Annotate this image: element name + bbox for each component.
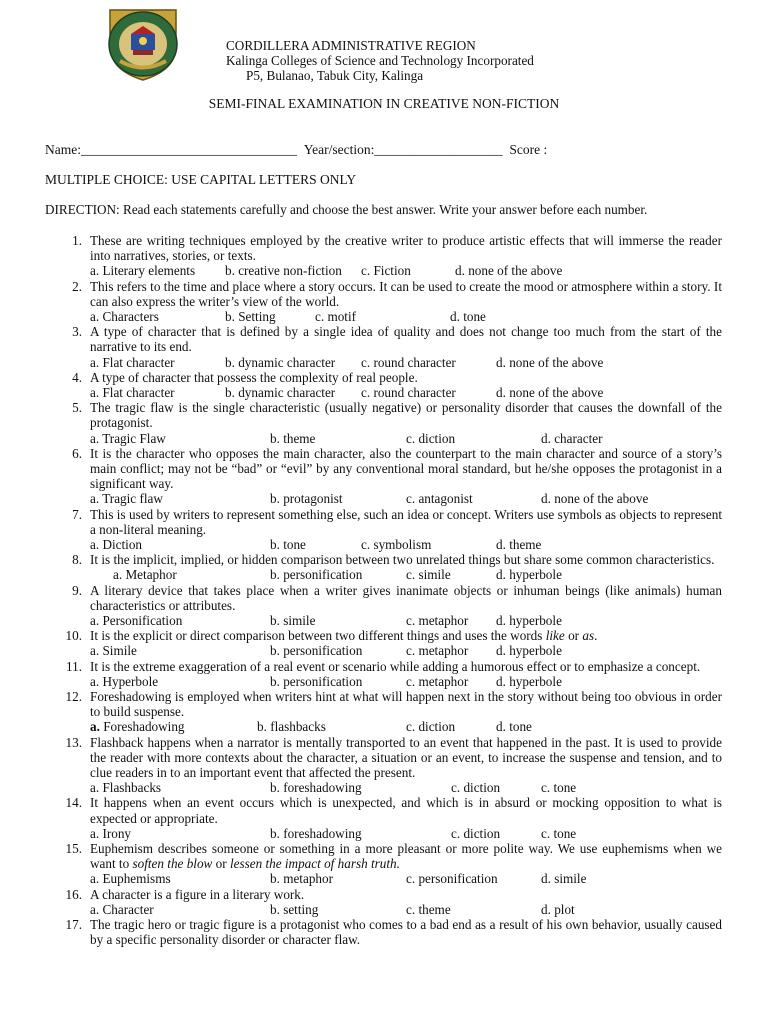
question-text: It is the implicit, implied, or hidden comparison between two unrelated things but share some common characteristics. <box>90 552 715 568</box>
question-number: 3. <box>72 324 82 340</box>
answer-option: b. simile <box>270 612 316 628</box>
answer-option: d. hyperbole <box>496 643 562 659</box>
question-number: 5. <box>72 400 82 416</box>
answer-option: d. character <box>541 430 603 446</box>
question-text: Euphemism describes someone or something in a more pleasant or more polite way. We use euphemisms when we want to soften the blow or lessen the impact of harsh truth. <box>90 840 722 872</box>
answer-option: c. round character <box>361 384 456 400</box>
question-text: This refers to the time and place where a story occurs. It can be used to create the mood or atmosphere within a story. It can also express the writer’s view of the world. <box>90 278 722 309</box>
question-number: 6. <box>72 445 82 461</box>
question-item <box>45 795 722 841</box>
answer-option: a. Diction <box>90 536 143 552</box>
answer-option: a. Flat character <box>90 354 175 370</box>
question-number: 4. <box>72 369 82 385</box>
answer-option: c. metaphor <box>406 612 469 628</box>
answer-option: d. none of the above <box>455 263 563 279</box>
answer-option: a. Simile <box>90 643 137 659</box>
answer-option: b. Setting <box>225 309 276 324</box>
question-item <box>45 552 722 582</box>
question-item <box>45 507 722 553</box>
answer-option: d. theme <box>496 536 542 552</box>
answer-options <box>90 674 722 689</box>
question-number: 9. <box>72 582 82 598</box>
question-item <box>45 735 722 796</box>
answer-option: b. theme <box>270 430 316 446</box>
question-number: 7. <box>72 506 82 522</box>
answer-option: d. hyperbole <box>496 567 562 583</box>
answer-option: c. diction <box>451 825 501 841</box>
question-text: It is the extreme exaggeration of a real event or scenario while adding a humorous effect or to emphasize a concept. <box>90 658 701 674</box>
answer-option: b. metaphor <box>270 871 333 887</box>
score-label: Score : <box>509 142 548 157</box>
question-item <box>45 887 722 917</box>
question-number: 14. <box>65 795 82 811</box>
answer-option: a. Characters <box>90 309 159 324</box>
answer-option: a. Euphemisms <box>90 871 171 887</box>
question-item <box>45 400 722 446</box>
question-text: The tragic hero or tragic figure is a protagonist who comes to a bad end as a result of his own behavior, usually caused by a specific personality disorder or character flaw. <box>90 916 722 948</box>
answer-option: a. Hyperbole <box>90 673 159 689</box>
question-item <box>45 659 722 689</box>
answer-option: d. none of the above <box>541 491 649 507</box>
question-number: 13. <box>65 734 82 750</box>
answer-options <box>90 567 722 582</box>
question-item <box>45 583 722 629</box>
answer-options <box>90 309 722 324</box>
answer-option: a. Flashbacks <box>90 780 162 796</box>
answer-option: b. personification <box>270 567 363 583</box>
answer-option: b. tone <box>270 536 306 552</box>
question-number: 2. <box>72 278 82 294</box>
answer-option: a. Metaphor <box>113 567 177 583</box>
answer-option: c. tone <box>541 825 577 841</box>
year-section-field[interactable]: ___________________ <box>374 142 503 157</box>
answer-option: b. protagonist <box>270 491 343 507</box>
school-seal-icon <box>100 6 186 82</box>
question-text: It is the character who opposes the main character, also the counterpart to the main character and source of a story’s main conflict; may not be “bad” or “evil” by any conventional moral standard, but he/she opposes the protagonist in a significant way. <box>90 445 722 492</box>
answer-option: d. none of the above <box>496 384 604 400</box>
question-text: These are writing techniques employed by the creative writer to produce artistic effects that will immerse the reader into narratives, stories, or texts. <box>90 233 722 264</box>
answer-option: c. antagonist <box>406 491 473 507</box>
answer-option: b. personification <box>270 673 363 689</box>
exam-title: SEMI-FINAL EXAMINATION IN CREATIVE NON-FICTION <box>208 96 560 111</box>
answer-option: c. symbolism <box>361 536 432 552</box>
student-info-line <box>45 142 547 157</box>
answer-option: c. diction <box>406 430 456 446</box>
answer-option: a. Personification <box>90 612 183 628</box>
year-section-label: Year/section: <box>303 142 375 157</box>
question-item <box>45 324 722 370</box>
question-item <box>45 689 722 735</box>
answer-options <box>90 780 722 795</box>
name-label: Name: <box>45 142 81 157</box>
answer-option: d. plot <box>541 901 575 917</box>
answer-option: c. Fiction <box>361 263 411 279</box>
answer-option: b. setting <box>270 901 319 917</box>
answer-option: c. diction <box>406 719 456 735</box>
question-item <box>45 917 722 947</box>
answer-option: a. Tragic flaw <box>90 491 163 507</box>
answer-option: c. motif <box>315 309 357 324</box>
answer-options <box>90 902 722 917</box>
question-text: Flashback happens when a narrator is mentally transported to an event that happened in the past. It is used to provide the reader with more contexts about the character, a situation or an event, to increase the suspense and tension, and to clue readers in to an important event that affected the present. <box>90 734 722 780</box>
answer-option: b. foreshadowing <box>270 780 362 796</box>
question-number: 11. <box>66 658 82 674</box>
question-item <box>45 841 722 887</box>
answer-option: d. hyperbole <box>496 673 562 689</box>
question-text: It happens when an event occurs which is unexpected, and which is in absurd or mocking opposition to what is expected or appropriate. <box>90 795 722 826</box>
question-item <box>45 370 722 400</box>
answer-options <box>90 826 722 841</box>
question-number: 16. <box>65 886 82 902</box>
answer-option: c. simile <box>406 567 451 583</box>
region-name: CORDILLERA ADMINISTRATIVE REGION <box>226 38 476 53</box>
answer-option: a. Foreshadowing <box>90 719 185 735</box>
answer-options <box>90 871 722 886</box>
answer-option: c. tone <box>541 780 577 796</box>
question-text: It is the explicit or direct comparison between two different things and uses the words like or as. <box>90 628 598 644</box>
answer-option: b. dynamic character <box>225 384 336 400</box>
question-item <box>45 279 722 325</box>
question-text: Foreshadowing is employed when writers hint at what will happen next in the story without being too obvious in order to build suspense. <box>90 688 722 720</box>
question-item <box>45 628 722 658</box>
answer-option: b. creative non-fiction <box>225 263 342 279</box>
answer-option: c. metaphor <box>406 673 469 689</box>
answer-options <box>90 355 722 370</box>
question-number: 12. <box>65 688 82 704</box>
answer-option: a. Character <box>90 901 154 917</box>
answer-option: b. dynamic character <box>225 354 336 370</box>
question-number: 17. <box>65 916 82 932</box>
question-text: The tragic flaw is the single characteristic (usually negative) or personality disorder that causes the downfall of the protagonist. <box>90 400 722 431</box>
answer-options <box>90 613 722 628</box>
answer-option: c. diction <box>451 780 501 796</box>
answer-option: d. hyperbole <box>496 612 562 628</box>
answer-options <box>90 643 722 658</box>
answer-options <box>90 385 722 400</box>
college-address: P5, Bulanao, Tabuk City, Kalinga <box>246 68 424 84</box>
question-number: 8. <box>72 552 82 568</box>
answer-option: a. Flat character <box>90 384 175 400</box>
answer-option: b. flashbacks <box>257 719 326 735</box>
answer-option: a. Irony <box>90 825 132 841</box>
question-text: This is used by writers to represent something else, such an idea or concept. Writers use symbols as objects to represent a non-literal meaning. <box>90 506 722 537</box>
question-text: A literary device that takes place when a writer gives inanimate objects or inhuman beings (like animals) human characteristics or attributes. <box>90 582 722 613</box>
question-text: A type of character that possess the complexity of real people. <box>90 369 418 385</box>
answer-option: c. theme <box>406 901 451 917</box>
answer-option: c. metaphor <box>406 643 469 659</box>
question-text: A type of character that is defined by a single idea of quality and does not change too much from the start of the narrative to its end. <box>90 324 722 355</box>
answer-option: c. personification <box>406 871 498 887</box>
answer-option: a. Tragic Flaw <box>90 430 166 446</box>
answer-options <box>90 431 722 446</box>
question-item <box>45 446 722 507</box>
answer-options <box>90 719 722 734</box>
answer-option: c. round character <box>361 354 456 370</box>
question-item <box>45 233 722 279</box>
answer-option: d. tone <box>496 719 532 735</box>
answer-option: d. tone <box>450 309 486 324</box>
question-text: A character is a figure in a literary work. <box>90 886 305 902</box>
answer-options <box>90 537 722 552</box>
college-name: Kalinga Colleges of Science and Technology Incorporated <box>226 53 534 69</box>
answer-option: d. none of the above <box>496 354 604 370</box>
question-number: 10. <box>65 628 82 644</box>
answer-option: b. foreshadowing <box>270 825 362 841</box>
school-header <box>226 38 534 84</box>
directions: DIRECTION: Read each statements carefully and choose the best answer. Write your answer before each number. <box>45 202 648 217</box>
answer-option: a. Literary elements <box>90 263 196 279</box>
section-title: MULTIPLE CHOICE: USE CAPITAL LETTERS ONLY <box>45 172 357 187</box>
answer-option: b. personification <box>270 643 363 659</box>
question-number: 1. <box>72 233 82 248</box>
question-number: 15. <box>65 840 82 856</box>
answer-option: d. simile <box>541 871 587 887</box>
question-list <box>45 233 722 947</box>
answer-options <box>90 263 722 278</box>
answer-options <box>90 491 722 506</box>
name-field[interactable]: ________________________________ <box>81 142 297 157</box>
